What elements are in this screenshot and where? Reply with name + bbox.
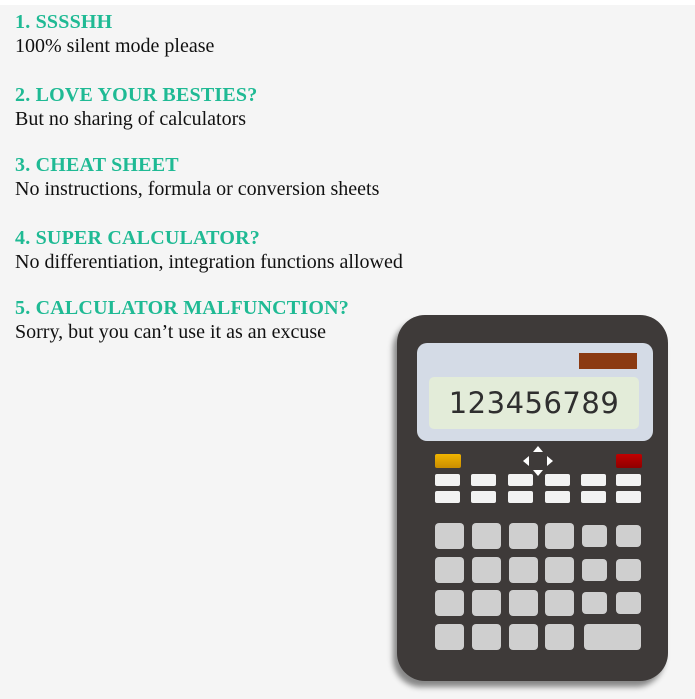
calculator-shift-key [435, 454, 461, 468]
function-key [435, 491, 460, 503]
solar-panel [579, 353, 637, 369]
number-key [435, 557, 464, 583]
operator-key [582, 559, 607, 581]
rule-text: 100% silent mode please [15, 35, 215, 57]
number-key [435, 523, 464, 549]
rule-title: 4. SUPER CALCULATOR? [15, 227, 260, 249]
function-key [545, 474, 570, 486]
number-key [435, 624, 464, 650]
rule-item-1 [15, 10, 214, 59]
calculator-illustration [397, 315, 668, 681]
operator-key [582, 592, 607, 614]
rule-title: 5. CALCULATOR MALFUNCTION? [15, 297, 349, 319]
number-key [509, 523, 538, 549]
calculator-display: 123456789 [429, 377, 639, 429]
function-key [581, 491, 606, 503]
rule-item-4 [15, 226, 403, 275]
function-key [471, 491, 496, 503]
equals-key [584, 624, 641, 650]
function-key [508, 491, 533, 503]
number-key [545, 557, 574, 583]
number-key [472, 624, 501, 650]
rule-text: No instructions, formula or conversion sheets [15, 178, 380, 200]
number-key [472, 523, 501, 549]
rule-text: But no sharing of calculators [15, 108, 247, 130]
function-key [581, 474, 606, 486]
number-key [472, 590, 501, 616]
number-key [509, 590, 538, 616]
number-key [509, 624, 538, 650]
function-key [471, 474, 496, 486]
function-key [545, 491, 570, 503]
number-key [545, 590, 574, 616]
operator-key [616, 525, 641, 547]
function-key [616, 474, 641, 486]
rule-title: 3. CHEAT SHEET [15, 154, 179, 176]
function-key [508, 474, 533, 486]
operator-key [616, 592, 641, 614]
direction-pad-icon [521, 445, 555, 477]
number-key [435, 590, 464, 616]
number-key [545, 624, 574, 650]
rule-title: 1. SSSSHH [15, 11, 113, 33]
operator-key [616, 559, 641, 581]
rule-item-2 [15, 83, 257, 132]
rule-title: 2. LOVE YOUR BESTIES? [15, 84, 258, 106]
rule-item-3 [15, 153, 379, 202]
function-key [616, 491, 641, 503]
calculator-screen-bezel [417, 343, 653, 441]
number-key [545, 523, 574, 549]
number-key [472, 557, 501, 583]
rule-text: No differentiation, integration functions allowed [15, 251, 403, 273]
number-key [509, 557, 538, 583]
rule-text: Sorry, but you can’t use it as an excuse [15, 321, 327, 343]
calculator-on-key [616, 454, 642, 468]
function-key [435, 474, 460, 486]
operator-key [582, 525, 607, 547]
rule-item-5 [15, 296, 349, 345]
